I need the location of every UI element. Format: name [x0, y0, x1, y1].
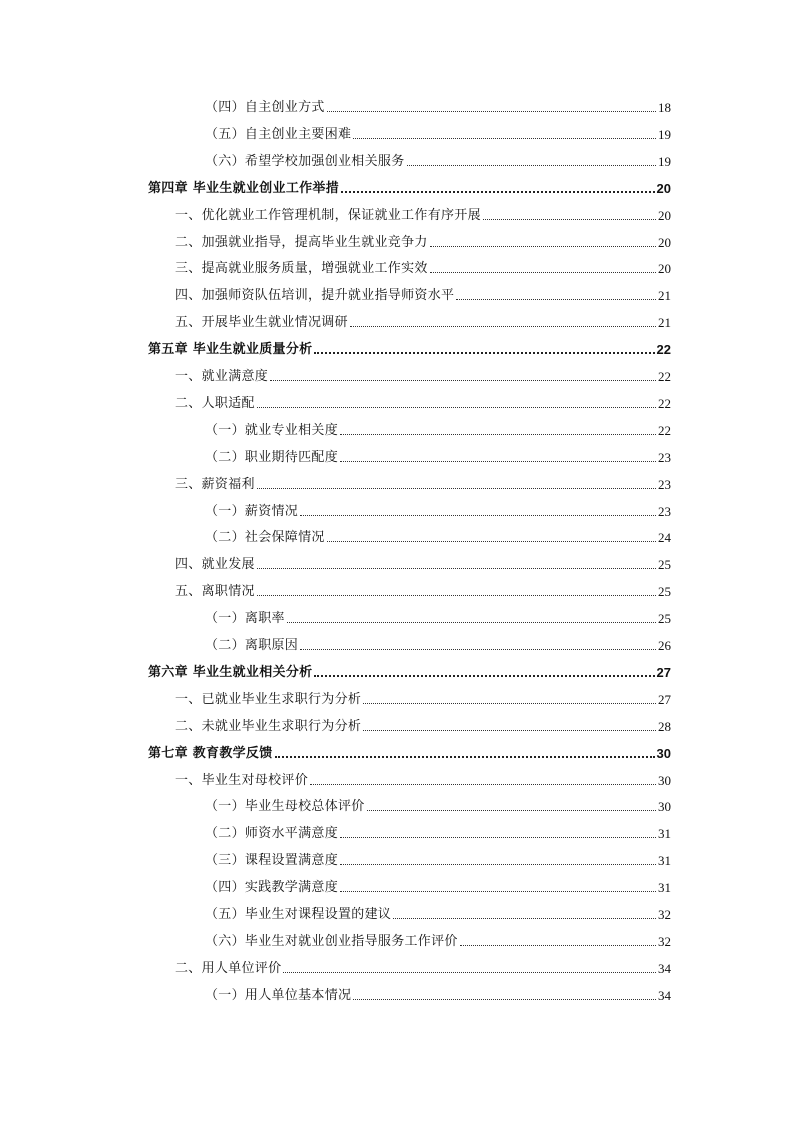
toc-entry[interactable]	[205, 444, 671, 466]
toc-entry[interactable]	[175, 282, 671, 304]
toc-dot-leader	[430, 272, 656, 273]
toc-entry[interactable]	[175, 713, 671, 735]
toc-dot-leader	[340, 891, 656, 892]
toc-dot-leader	[257, 407, 656, 408]
toc-dot-leader	[300, 515, 656, 516]
toc-dot-leader	[340, 434, 656, 435]
toc-entry[interactable]	[175, 686, 671, 708]
toc-entry-title: （六）希望学校加强创业相关服务	[205, 153, 405, 169]
toc-page-number: 25	[658, 557, 671, 573]
toc-entry-title: 四、加强师资队伍培训，提升就业指导师资水平	[175, 288, 455, 304]
toc-page-number: 18	[658, 100, 671, 115]
toc-entry-title: 五、离职情况	[175, 584, 255, 600]
toc-dot-leader	[300, 649, 656, 650]
toc-page-number: 23	[658, 503, 671, 519]
toc-page-number: 28	[658, 718, 671, 734]
toc-entry[interactable]	[205, 847, 671, 869]
toc-dot-leader	[430, 246, 656, 247]
toc-entry-title: （四）实践教学满意度	[205, 880, 339, 896]
toc-entry-title: （二）社会保障情况	[205, 530, 325, 546]
toc-chapter-entry[interactable]	[148, 740, 671, 762]
toc-page-number: 32	[658, 933, 671, 949]
toc-dot-leader	[483, 219, 656, 220]
toc-chapter-entry[interactable]	[148, 659, 671, 681]
toc-page-number: 20	[658, 234, 671, 250]
toc-dot-leader	[257, 488, 656, 489]
toc-entry-title: 二、用人单位评价	[175, 960, 282, 976]
toc-dot-leader	[314, 675, 654, 677]
toc-entry[interactable]	[205, 874, 671, 896]
toc-page-number: 26	[658, 638, 671, 653]
toc-entry[interactable]	[205, 498, 671, 520]
toc-entry[interactable]	[175, 578, 671, 600]
toc-page-number: 25	[658, 584, 671, 600]
toc-entry-title: （一）毕业生母校总体评价	[205, 799, 365, 815]
toc-dot-leader	[275, 756, 655, 758]
toc-entry[interactable]	[175, 229, 671, 251]
toc-entry[interactable]	[205, 632, 671, 654]
toc-page-number: 31	[658, 853, 671, 869]
toc-entry-title: 二、人职适配	[175, 395, 255, 411]
toc-dot-leader	[340, 461, 656, 462]
toc-dot-leader	[257, 568, 656, 569]
toc-entry[interactable]	[205, 793, 671, 815]
toc-entry-title: （四）自主创业方式	[205, 100, 325, 115]
toc-entry[interactable]	[175, 551, 671, 573]
toc-entry-title: （二）离职原因	[205, 638, 299, 653]
toc-entry-title: （二）师资水平满意度	[205, 826, 339, 842]
toc-page-number: 34	[658, 960, 671, 976]
toc-dot-leader	[340, 837, 656, 838]
toc-entry-title: 五、开展毕业生就业情况调研	[175, 315, 348, 331]
toc-entry-title: 三、提高就业服务质量，增强就业工作实效	[175, 261, 428, 277]
toc-entry-title: 第七章 教育教学反馈	[148, 745, 273, 761]
toc-dot-leader	[341, 191, 655, 193]
toc-entry[interactable]	[205, 901, 671, 923]
toc-page-number: 20	[658, 207, 671, 223]
toc-dot-leader	[363, 703, 656, 704]
toc-entry-title: （二）职业期待匹配度	[205, 449, 339, 465]
toc-page-number: 27	[656, 664, 671, 680]
toc-entry[interactable]	[205, 417, 671, 439]
toc-page-number: 21	[658, 288, 671, 304]
toc-entry-title: 第四章 毕业生就业创业工作举措	[148, 180, 340, 196]
toc-page-number: 27	[658, 691, 671, 707]
toc-dot-leader	[367, 810, 656, 811]
toc-page-number: 19	[658, 153, 671, 169]
toc-page-number: 21	[658, 315, 671, 331]
toc-entry[interactable]	[205, 982, 671, 1004]
toc-entry-title: 三、薪资福利	[175, 476, 255, 492]
toc-entry-title: 第五章 毕业生就业质量分析	[148, 342, 313, 358]
toc-dot-leader	[327, 541, 656, 542]
toc-entry-title: 一、就业满意度	[175, 369, 269, 384]
toc-page-number: 22	[656, 342, 671, 358]
toc-dot-leader	[283, 972, 656, 973]
toc-dot-leader	[270, 380, 656, 381]
toc-entry-title: 一、已就业毕业生求职行为分析	[175, 691, 362, 707]
toc-page-number: 22	[658, 422, 671, 438]
toc-page-number: 22	[658, 395, 671, 411]
toc-entry[interactable]	[175, 767, 671, 789]
toc-entry[interactable]	[175, 309, 671, 331]
toc-entry[interactable]	[175, 955, 671, 977]
toc-entry-title: （一）薪资情况	[205, 503, 299, 519]
toc-entry-title: （一）离职率	[205, 611, 285, 627]
toc-page-number: 31	[658, 880, 671, 896]
toc-dot-leader	[340, 864, 656, 865]
toc-page-number: 24	[658, 530, 671, 546]
toc-chapter-entry[interactable]	[148, 175, 671, 197]
toc-entry-title: （五）毕业生对课程设置的建议	[205, 907, 392, 922]
toc-dot-leader	[393, 918, 656, 919]
toc-dot-leader	[353, 138, 656, 139]
toc-entry-title: （三）课程设置满意度	[205, 853, 339, 869]
toc-dot-leader	[407, 165, 656, 166]
toc-entry[interactable]	[175, 255, 671, 277]
toc-dot-leader	[327, 111, 656, 112]
toc-entry[interactable]	[205, 605, 671, 627]
toc-entry-title: 一、优化就业工作管理机制，保证就业工作有序开展	[175, 207, 481, 223]
toc-dot-leader	[310, 784, 656, 785]
toc-entry[interactable]	[175, 390, 671, 412]
toc-entry[interactable]	[205, 524, 671, 546]
toc-dot-leader	[353, 999, 656, 1000]
toc-entry-title: 四、就业发展	[175, 557, 255, 573]
toc-chapter-entry[interactable]	[148, 336, 671, 358]
toc-page-number: 25	[658, 611, 671, 627]
toc-dot-leader	[363, 730, 656, 731]
toc-entry[interactable]	[175, 202, 671, 224]
toc-entry[interactable]	[175, 363, 671, 385]
toc-page-number: 31	[658, 826, 671, 842]
toc-entry-title: 二、加强就业指导，提高毕业生就业竞争力	[175, 234, 428, 250]
toc-entry[interactable]	[205, 148, 671, 170]
toc-page-number: 23	[658, 476, 671, 492]
toc-entry-title: 一、毕业生对母校评价	[175, 772, 309, 788]
toc-dot-leader	[314, 352, 654, 354]
toc-entry-title: （六）毕业生对就业创业指导服务工作评价	[205, 933, 458, 949]
toc-page-number: 30	[658, 799, 671, 815]
toc-page-number: 30	[658, 772, 671, 788]
toc-page-number: 32	[658, 907, 671, 922]
toc-entry[interactable]	[205, 820, 671, 842]
toc-page-number: 23	[658, 449, 671, 465]
toc-dot-leader	[460, 945, 656, 946]
toc-entry[interactable]	[205, 928, 671, 950]
toc-entry-title: （五）自主创业主要困难	[205, 126, 352, 142]
toc-entry[interactable]	[205, 121, 671, 143]
toc-page-number: 34	[658, 987, 671, 1003]
toc-page-number: 19	[658, 126, 671, 142]
toc-page-number: 20	[658, 261, 671, 277]
toc-entry[interactable]	[175, 471, 671, 493]
toc-page-number: 30	[656, 745, 671, 761]
toc-entry-title: （一）就业专业相关度	[205, 422, 339, 438]
toc-dot-leader	[257, 595, 656, 596]
toc-entry-title: 第六章 毕业生就业相关分析	[148, 664, 313, 680]
toc-entry[interactable]	[205, 94, 671, 116]
toc-dot-leader	[350, 326, 656, 327]
toc-entry-title: （一）用人单位基本情况	[205, 987, 352, 1003]
toc-page-number: 20	[656, 180, 671, 196]
toc-dot-leader	[287, 622, 656, 623]
toc-entry-title: 二、未就业毕业生求职行为分析	[175, 718, 362, 734]
toc-dot-leader	[456, 299, 656, 300]
toc-page-number: 22	[658, 369, 671, 384]
